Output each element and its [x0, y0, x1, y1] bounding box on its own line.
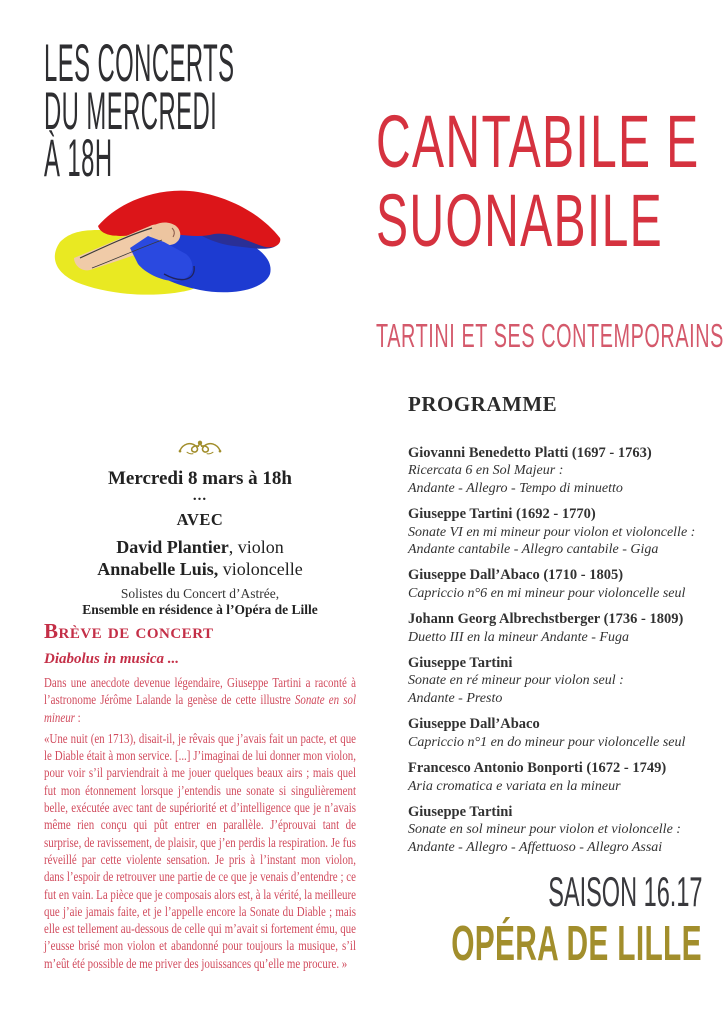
work-line: Capriccio n°1 en do mineur pour violoncelle seul [408, 734, 686, 750]
performer-violin [44, 537, 356, 559]
performer-role: violoncelle [218, 558, 303, 579]
season-label [291, 870, 702, 914]
breve-lead: Diabolus in musica ... [44, 651, 180, 667]
breve-paragraph-1-colon: : [74, 710, 81, 726]
opera-de-lille-logo [291, 918, 702, 970]
work-line: Duetto III en la mineur Andante - Fuga [408, 629, 629, 645]
programme-entry [408, 506, 720, 558]
breve-heading: Brève de concert [44, 619, 214, 643]
composer-name: Giuseppe Tartini [408, 803, 513, 820]
composer-name: Giuseppe Dall’Abaco (1710 - 1805) [408, 567, 624, 584]
work-line: Capriccio n°6 en mi mineur pour violoncelle seul [408, 585, 686, 601]
ensemble-line-2: Ensemble en résidence à l’Opéra de Lille [82, 602, 318, 617]
event-title-text-2: SUONABILE [376, 179, 664, 262]
composer-name: Johann Georg Albrechstberger (1736 - 1809) [408, 611, 684, 628]
event-title-line-2 [376, 181, 724, 260]
work-line: Andante - Presto [408, 690, 503, 706]
ensemble-line-1: Solistes du Concert d’Astrée, [120, 586, 280, 601]
programme-entry [408, 611, 720, 646]
work-line: Ricercata 6 en Sol Majeur : [408, 463, 564, 479]
fleuron-ornament-icon [175, 436, 225, 458]
footer [291, 870, 702, 970]
series-title-text-2: DU MERCREDI [44, 81, 218, 141]
breve-paragraph-1-text: Dans une anecdote devenue légendaire, Giuseppe Tartini a raconté à l’astronome Jérôme Lalande la genèse de cette illustre [44, 676, 356, 709]
composer-name: Giuseppe Tartini (1692 - 1770) [408, 506, 596, 523]
series-title-text-3: À 18H [44, 129, 113, 188]
work-line: Andante cantabile - Allegro cantabile - Giga [408, 542, 659, 558]
dots-separator: ... [192, 488, 208, 504]
composer-name: Giuseppe Tartini [408, 655, 513, 672]
performer-name: Annabelle Luis, [97, 558, 219, 579]
season-text: SAISON 16.17 [547, 868, 702, 915]
work-line: Sonate VI en mi mineur pour violon et violoncelle : [408, 524, 696, 540]
work-line: Andante - Allegro - Affettuoso - Allegro Assai [408, 839, 663, 855]
breve-quote: «Une nuit (en 1713), disait-il, je rêvais que j’avais fait un pacte, et que le Diable était à mon service. [...] J’imaginai de lui donner mon violon, pour voir s’il parviendrait à me jouer quelques beaux airs ; mais quel fut mon étonnement lorsque j’entendis une sonate si singulièrement belle, exécutée avec tant de supériorité et d’intelligence que je n’avais même rien conçu qui pût entrer en parallèle. J’éprouvai tant de surprise, de ravissement, de plaisir, que j’en perdis la respiration. Je fus réveillé par cette violente sensation. Je pris à l’instant mon violon, dans l’espoir de retrouver une partie de ce que je venais d’entendre ; ce fut en vain. La pièce que je composais alors est, à la vérité, la meilleure que j’aie jamais faite, et je l’appelle encore la Sonate du Diable ; mais elle est tellement au-dessous de celle qui m’avait si fortement ému, que j’eusse brisé mon violon et abandonné pour toujours la musique, s’il m’eût été possible de me priver des jouissances qu’elle me procure. » [44, 731, 357, 972]
performers-list [44, 537, 356, 580]
programme-entry [408, 567, 720, 602]
series-title-line-1 [44, 34, 467, 93]
event-info [44, 436, 356, 618]
programme-entry [408, 804, 720, 856]
programme-entry [408, 716, 720, 751]
watercolor-woman-illustration [46, 184, 288, 298]
breve-paragraph-1 [44, 675, 356, 727]
event-subtitle-text: TARTINI ET SES CONTEMPORAINS [376, 317, 724, 354]
concert-date: Mercredi 8 mars à 18h [108, 468, 292, 489]
event-subtitle [376, 318, 724, 354]
series-title-text-1: LES CONCERTS [44, 34, 235, 93]
with-label: AVEC [176, 510, 224, 529]
composer-name: Giuseppe Dall’Abaco [408, 716, 540, 733]
work-line: Sonate en sol mineur pour violon et violoncelle : [408, 822, 681, 838]
work-line: Sonate en ré mineur pour violon seul : [408, 673, 624, 689]
programme-section [408, 392, 720, 865]
event-title-text-1: CANTABILE E [376, 100, 700, 183]
composer-name: Francesco Antonio Bonporti (1672 - 1749) [408, 760, 667, 777]
performer-cello [44, 559, 356, 581]
performer-role: , violon [228, 537, 284, 557]
breve-paragraph-1-work-title: Sonate en sol mineur [44, 693, 357, 726]
performer-name: David Plantier [116, 537, 229, 557]
programme-entry [408, 655, 720, 707]
work-line: Aria cromatica e variata en la mineur [408, 778, 621, 794]
event-title-line-1 [376, 102, 724, 181]
programme-entry [408, 760, 720, 795]
work-line: Andante - Allegro - Tempo di minuetto [408, 480, 623, 496]
event-title [376, 102, 724, 260]
programme-entry [408, 445, 720, 497]
composer-name: Giovanni Benedetto Platti (1697 - 1763) [408, 445, 652, 461]
brand-text: OPÉRA DE LILLE [451, 917, 702, 971]
programme-heading: PROGRAMME [408, 392, 558, 416]
